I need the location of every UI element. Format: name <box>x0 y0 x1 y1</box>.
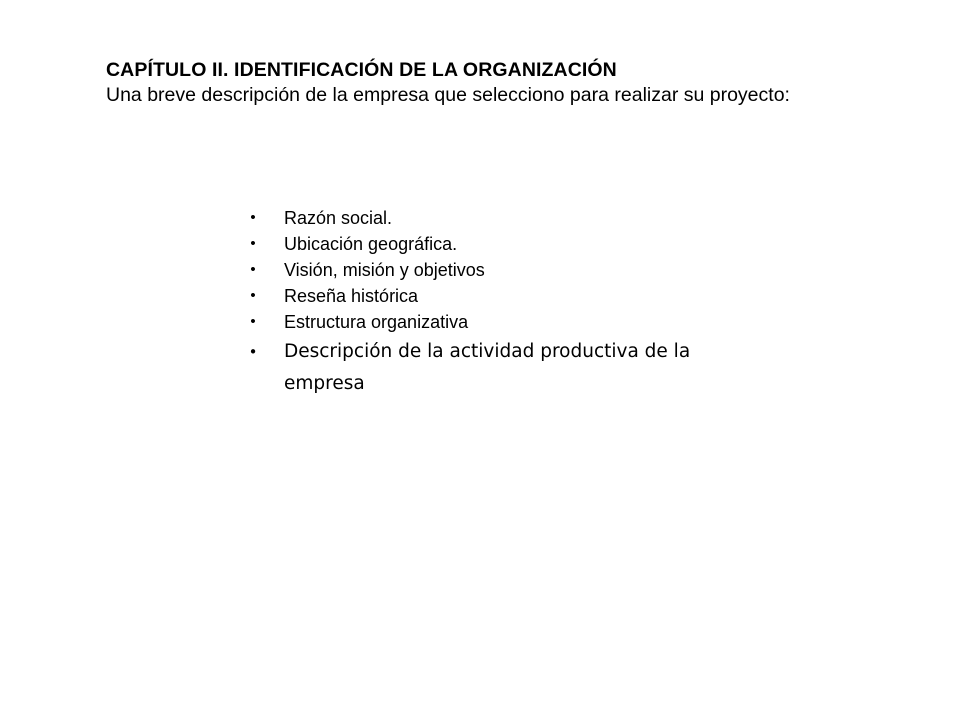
list-item-text: Reseña histórica <box>284 286 419 306</box>
list-item <box>246 283 766 309</box>
heading-block <box>106 58 852 109</box>
list-item-text: Visión, misión y objetivos <box>284 260 485 280</box>
list-item <box>246 336 766 400</box>
bullet-list <box>246 205 766 400</box>
list-item-text: Razón social. <box>284 208 393 228</box>
bullet-icon: • <box>250 261 256 278</box>
intro-paragraph: Una breve descripción de la empresa que selecciono para realizar su proyecto: <box>106 84 790 106</box>
list-item-text: Descripción de la actividad productiva de la empresa <box>284 341 691 394</box>
bullet-icon: • <box>248 343 258 361</box>
list-item <box>246 309 766 335</box>
list-item <box>246 205 766 231</box>
list-item-text: Estructura organizativa <box>284 312 469 332</box>
bullet-icon: • <box>250 235 256 252</box>
list-item <box>246 257 766 283</box>
list-item <box>246 231 766 257</box>
bullet-icon: • <box>250 209 256 226</box>
list-item-text: Ubicación geográfica. <box>284 234 458 254</box>
bullet-icon: • <box>250 313 256 330</box>
bullet-icon: • <box>250 287 256 304</box>
chapter-title: CAPÍTULO II. IDENTIFICACIÓN DE LA ORGANIZACIÓN <box>106 59 617 81</box>
